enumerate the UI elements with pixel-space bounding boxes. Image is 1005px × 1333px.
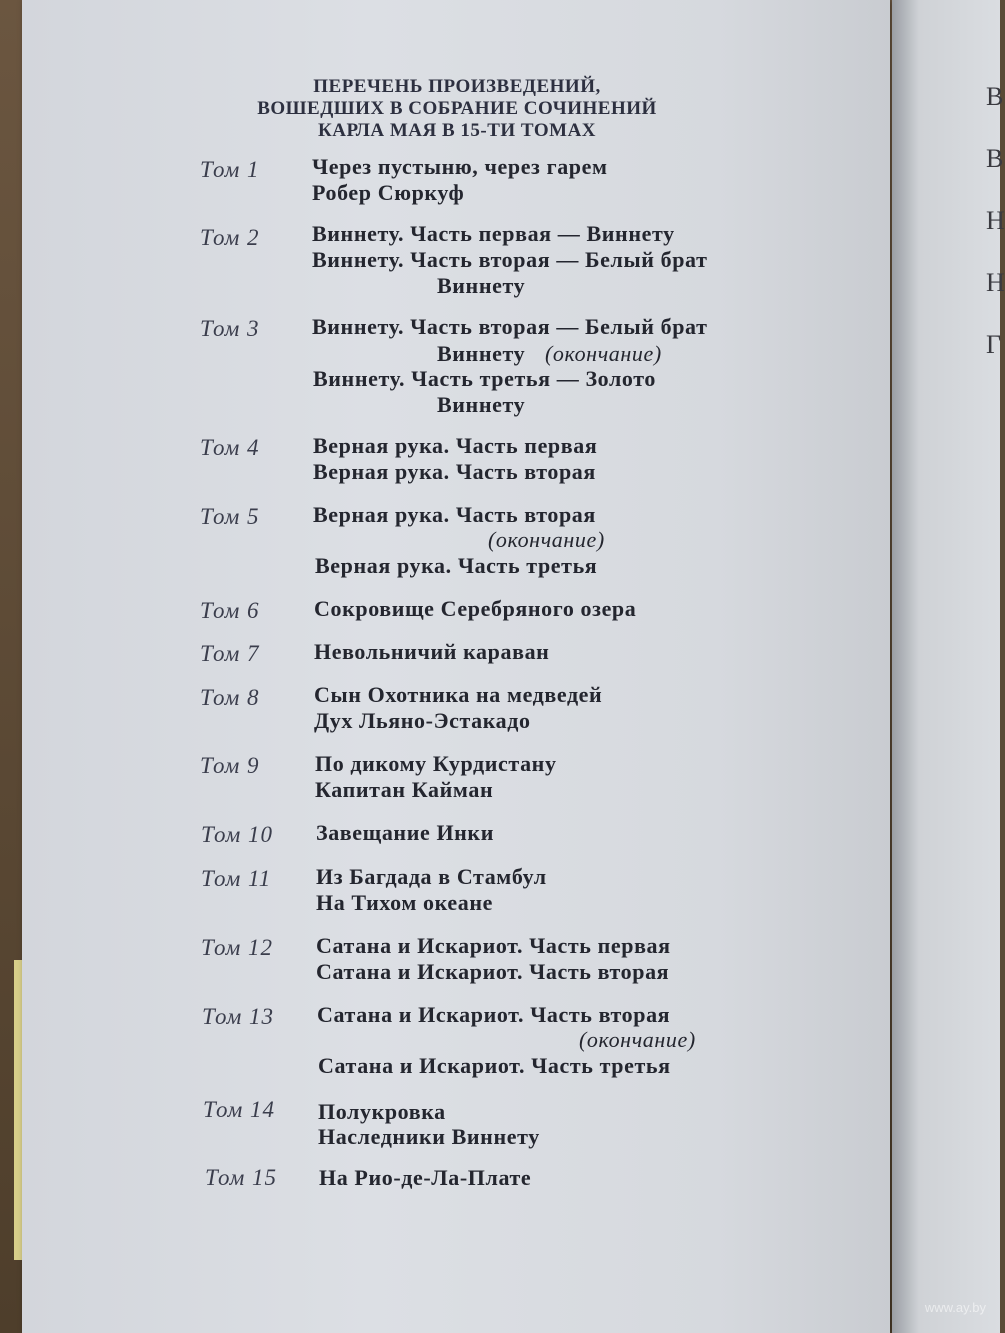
volume-label: Том 15 — [205, 1165, 278, 1190]
work-note: (окончание) — [545, 341, 662, 366]
work-note: (окончание) — [488, 527, 605, 552]
work-title: Сатана и Искариот. Часть вторая — [317, 1002, 671, 1027]
adjacent-page-letter: В — [986, 144, 1004, 173]
volume-label: Том 8 — [200, 685, 260, 710]
work-note: (окончание) — [579, 1027, 696, 1052]
work-title: Сатана и Искариот. Часть вторая — [316, 959, 670, 984]
volume-label: Том 14 — [203, 1097, 276, 1122]
work-title: Сын Охотника на медведей — [314, 682, 603, 707]
work-title: Верная рука. Часть вторая — [313, 502, 596, 527]
adjacent-page — [892, 0, 1000, 1333]
work-title: Виннету — [437, 273, 526, 298]
work-title: Наследники Виннету — [318, 1124, 540, 1149]
work-title: По дикому Курдистану — [315, 751, 557, 776]
watermark: www.ay.by — [924, 1300, 986, 1315]
volume-label: Том 13 — [202, 1004, 275, 1029]
work-title: Виннету. Часть вторая — Белый брат — [312, 247, 708, 272]
work-title: Виннету. Часть вторая — Белый брат — [312, 314, 708, 339]
work-title: Виннету — [437, 392, 526, 417]
adjacent-page-letter: В — [986, 82, 1004, 111]
volume-label: Том 6 — [200, 598, 260, 623]
work-title: Капитан Кайман — [315, 777, 494, 802]
work-title: Из Багдада в Стамбул — [316, 864, 547, 889]
work-title: Виннету. Часть первая — Виннету — [312, 221, 675, 246]
adjacent-page-letter: Н — [986, 206, 1005, 235]
work-title: Виннету — [437, 341, 526, 366]
volume-label: Том 5 — [200, 504, 260, 529]
work-title: Робер Сюркуф — [312, 180, 465, 205]
volume-label: Том 9 — [200, 753, 260, 778]
title-line: ПЕРЕЧЕНЬ ПРОИЗВЕДЕНИЙ, — [313, 76, 601, 97]
title-line: ВОШЕДШИХ В СОБРАНИЕ СОЧИНЕНИЙ — [257, 98, 657, 119]
work-title: Полукровка — [318, 1099, 446, 1124]
volume-label: Том 7 — [200, 641, 260, 666]
work-title: На Рио-де-Ла-Плате — [319, 1165, 532, 1190]
work-title: Верная рука. Часть вторая — [313, 459, 596, 484]
volume-label: Том 11 — [201, 866, 272, 891]
work-title: Дух Льяно-Эстакадо — [314, 708, 531, 733]
work-title: На Тихом океане — [316, 890, 493, 915]
volume-label: Том 4 — [200, 435, 260, 460]
work-title: Сатана и Искариот. Часть третья — [318, 1053, 671, 1078]
work-title: Верная рука. Часть первая — [313, 433, 598, 458]
adjacent-page-letter: Н — [986, 268, 1005, 297]
volume-label: Том 12 — [201, 935, 274, 960]
work-title: Верная рука. Часть третья — [315, 553, 598, 578]
volume-label: Том 10 — [201, 822, 274, 847]
work-title: Сокровище Серебряного озера — [314, 596, 637, 621]
adjacent-page-letter: Г — [986, 330, 1002, 359]
work-title: Невольничий караван — [314, 639, 550, 664]
work-title: Завещание Инки — [316, 820, 494, 845]
volume-label: Том 3 — [200, 316, 260, 341]
title-line: КАРЛА МАЯ В 15-ТИ ТОМАХ — [317, 120, 597, 141]
work-title: Виннету. Часть третья — Золото — [313, 366, 656, 391]
volume-label: Том 2 — [200, 225, 260, 250]
work-title: Через пустыню, через гарем — [312, 154, 608, 179]
work-title: Сатана и Искариот. Часть первая — [316, 933, 671, 958]
page-title — [240, 76, 674, 142]
volume-label: Том 1 — [200, 157, 260, 182]
